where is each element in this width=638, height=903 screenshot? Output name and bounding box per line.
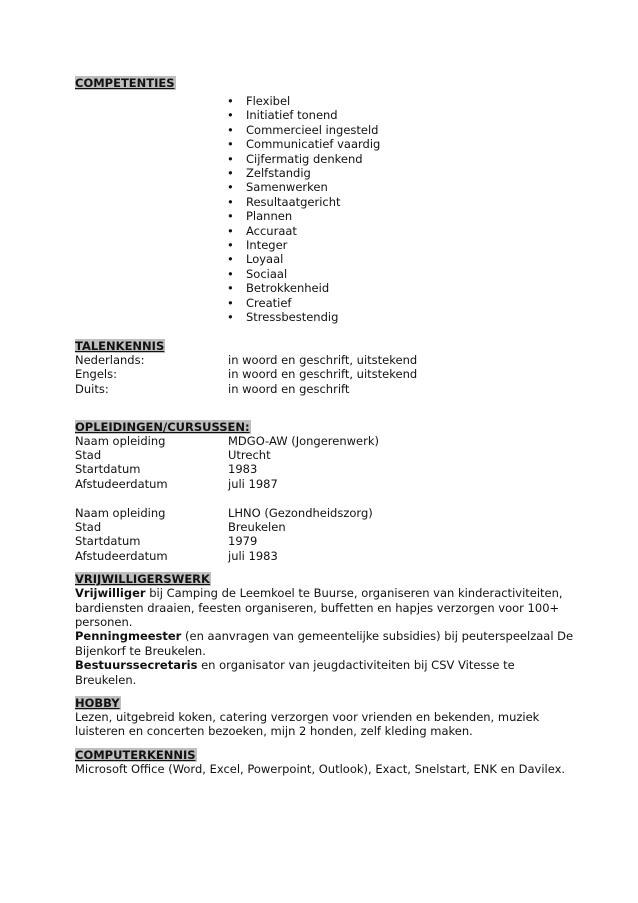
competentie-item [227,137,575,151]
volunteer-description: (en aanvragen van gemeentelijke subsidies) bij peuterspeelzaal De Bijenkorf te Breukelen. [75,629,574,658]
competentie-label: Creatief [246,295,292,310]
competentie-label: Accuraat [246,223,297,238]
volunteer-role: Bestuurssecretaris [75,658,198,673]
bullet-icon: • [227,223,234,238]
education-row [75,549,575,563]
competentie-label: Plannen [246,209,293,224]
section-computerkennis [75,748,575,776]
education-label: Naam opleiding [75,505,166,520]
hobby-text: Lezen, uitgebreid koken, catering verzorgen voor vrienden en bekenden, muziek luisteren en concerten bezoeken, mijn 2 honden, zelf kleding maken. [75,709,540,739]
competentie-label: Loyaal [246,252,284,267]
bullet-icon: • [227,166,234,181]
competentie-item [227,108,575,122]
competentie-label: Stressbestendig [246,310,339,325]
competentie-item [227,152,575,166]
section-vrijwilligerswerk [75,572,575,687]
bullet-icon: • [227,151,234,166]
competentie-label: Integer [246,238,288,253]
volunteer-description: en organisator van jeugdactiviteiten bij CSV Vitesse te Breukelen. [75,658,515,687]
education-row [75,448,575,462]
bullet-icon: • [227,310,234,325]
education-value: Utrecht [228,447,271,462]
education-row [75,462,575,476]
language-level: in woord en geschrift, uitstekend [228,352,418,367]
section-competenties [75,76,575,325]
education-value: 1983 [228,462,258,477]
heading-vrijwilligerswerk: VRIJWILLIGERSWERK [75,572,210,587]
education-label: Stad [75,519,102,534]
competentie-item [227,296,575,310]
language-row [75,353,575,367]
volunteer-item [75,658,575,687]
competentie-label: Samenwerken [246,180,328,195]
bullet-icon: • [227,94,234,108]
section-talenkennis [75,339,575,396]
competentie-item [227,252,575,266]
competentie-label: Zelfstandig [246,166,311,181]
volunteer-description: bij Camping de Leemkoel te Buurse, organiseren van kinderactiviteiten, bardiensten draaien, feesten organiseren, buffetten en hapjes verzorgen voor 100+ personen. [75,586,563,629]
competentie-item [227,166,575,180]
competentie-label: Cijfermatig denkend [246,151,363,166]
education-label: Stad [75,447,102,462]
heading-computerkennis: COMPUTERKENNIS [75,747,196,762]
volunteer-item [75,586,575,629]
language-name: Duits: [75,381,109,396]
bullet-icon: • [227,194,234,209]
education-value: juli 1987 [228,476,278,491]
education-entry [75,506,575,564]
competentie-item [227,180,575,194]
education-label: Afstudeerdatum [75,548,168,563]
bullet-icon: • [227,266,234,281]
heading-competenties: COMPETENTIES [75,76,175,90]
competentie-item [227,94,575,108]
heading-opleidingen: OPLEIDINGEN/CURSUSSEN: [75,419,250,434]
volunteer-role: Penningmeester [75,629,182,644]
competentie-label: Flexibel [246,94,291,108]
bullet-icon: • [227,108,234,123]
education-row [75,534,575,548]
competentie-label: Sociaal [246,266,288,281]
volunteer-item [75,629,575,658]
education-value: Breukelen [228,519,286,534]
competentie-item [227,209,575,223]
computer-skills-text: Microsoft Office (Word, Excel, Powerpoint, Outlook), Exact, Snelstart, ENK en Davilex. [75,761,566,776]
bullet-icon: • [227,122,234,137]
volunteer-role: Vrijwilliger [75,586,146,601]
education-entry [75,434,575,492]
bullet-icon: • [227,180,234,195]
competentie-item [227,267,575,281]
section-opleidingen [75,420,575,564]
competentie-item [227,281,575,295]
education-row [75,434,575,448]
competentie-label: Resultaatgericht [246,194,341,209]
language-name: Nederlands: [75,352,145,367]
section-hobby [75,696,575,739]
education-value: juli 1983 [228,548,278,563]
language-row [75,367,575,381]
competentie-item [227,238,575,252]
education-label: Startdatum [75,462,141,477]
bullet-icon: • [227,209,234,224]
education-value: 1979 [228,534,258,549]
education-label: Naam opleiding [75,433,166,448]
bullet-icon: • [227,238,234,253]
education-label: Afstudeerdatum [75,476,168,491]
bullet-icon: • [227,252,234,267]
competenties-list [75,94,575,325]
bullet-icon: • [227,137,234,152]
heading-talenkennis: TALENKENNIS [75,338,165,353]
competentie-label: Initiatief tonend [246,108,338,123]
competentie-label: Commercieel ingesteld [246,122,379,137]
competentie-item [227,310,575,324]
competentie-label: Communicatief vaardig [246,137,381,152]
education-row [75,520,575,534]
competentie-item [227,195,575,209]
competentie-label: Betrokkenheid [246,281,330,296]
language-name: Engels: [75,367,117,382]
language-level: in woord en geschrift [228,381,350,396]
education-label: Startdatum [75,534,141,549]
education-row [75,477,575,491]
cv-page [75,76,575,776]
bullet-icon: • [227,295,234,310]
language-row [75,382,575,396]
bullet-icon: • [227,281,234,296]
language-level: in woord en geschrift, uitstekend [228,367,418,382]
education-value: MDGO-AW (Jongerenwerk) [228,433,379,448]
competentie-item [227,224,575,238]
education-value: LHNO (Gezondheidszorg) [228,505,373,520]
education-row [75,506,575,520]
competentie-item [227,123,575,137]
heading-hobby: HOBBY [75,695,120,710]
